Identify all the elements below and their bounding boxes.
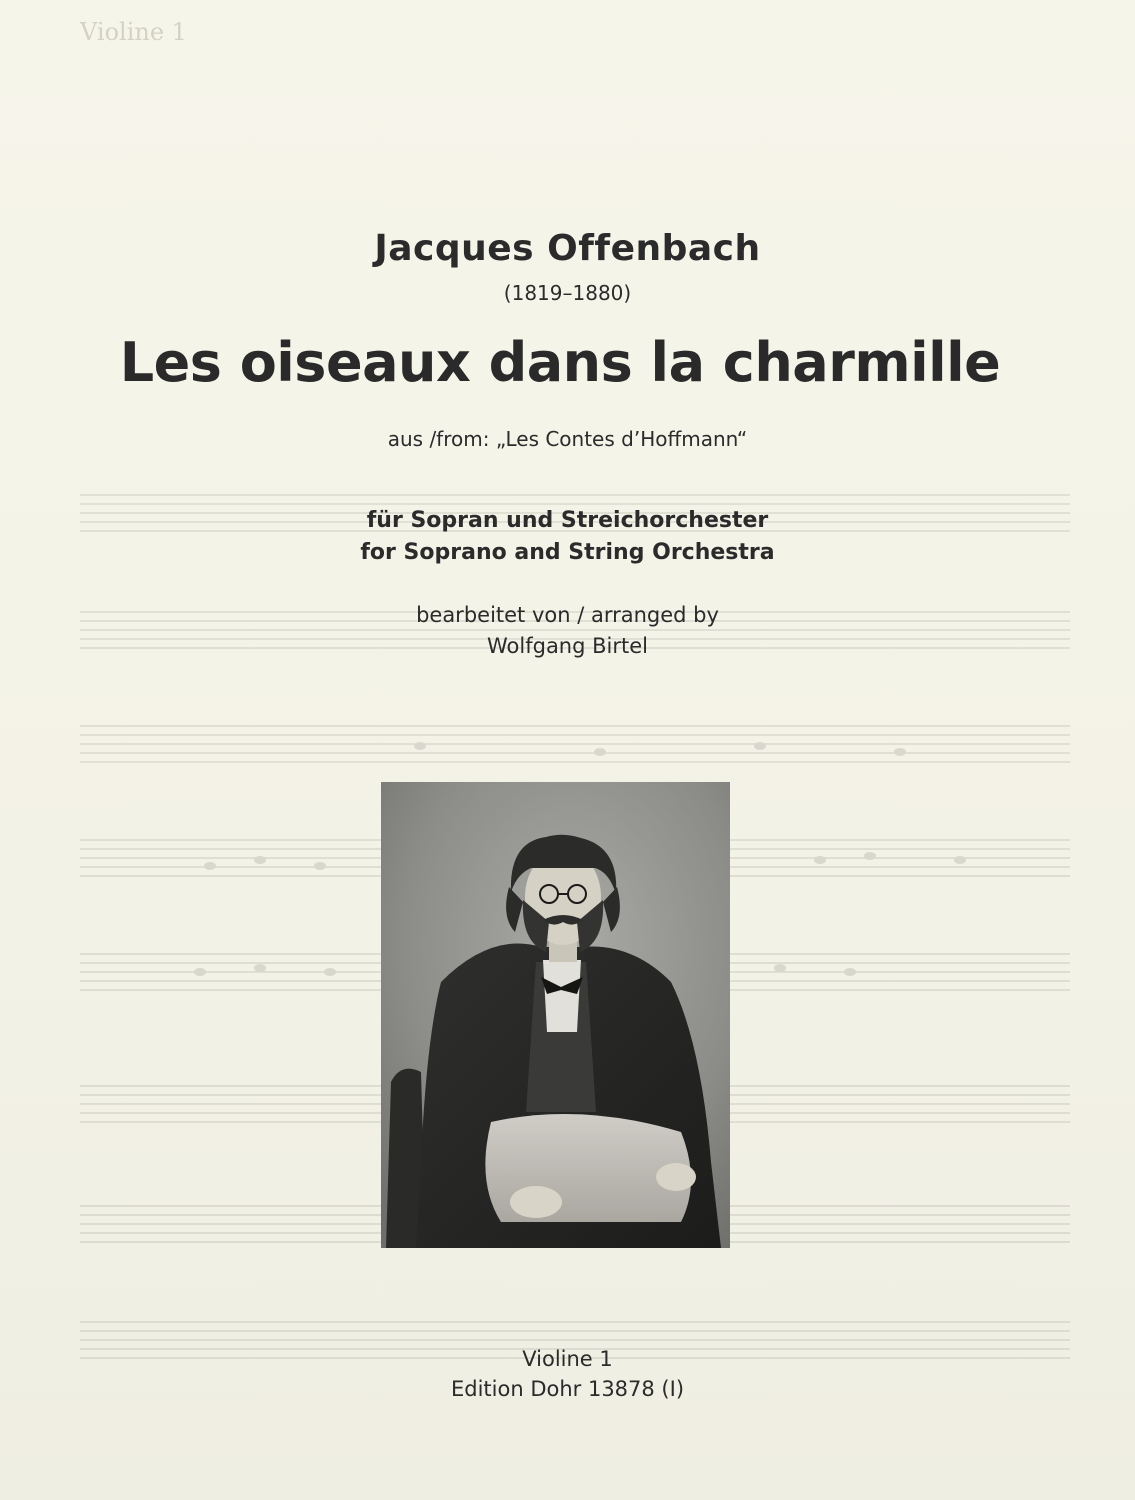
instrumentation-german: für Sopran und Streichorchester xyxy=(366,508,769,533)
work-title: Les oiseaux dans la charmille xyxy=(119,331,1001,394)
edition-number: Edition Dohr 13878 (I) xyxy=(450,1377,685,1401)
source-opera: aus /from: „Les Contes d’Hoffmann“ xyxy=(387,427,748,451)
arranged-by-label: bearbeitet von / arranged by xyxy=(416,603,719,627)
staff xyxy=(80,726,1070,762)
arranger-name: Wolfgang Birtel xyxy=(487,634,648,658)
part-name: Violine 1 xyxy=(522,1347,613,1371)
background-part-label: Violine 1 xyxy=(80,18,187,46)
composer-portrait-photo xyxy=(381,782,730,1248)
portrait-illustration xyxy=(381,782,730,1248)
composer-name: Jacques Offenbach xyxy=(374,228,761,269)
instrumentation-english: for Soprano and String Orchestra xyxy=(360,540,775,565)
composer-dates: (1819–1880) xyxy=(503,281,632,305)
